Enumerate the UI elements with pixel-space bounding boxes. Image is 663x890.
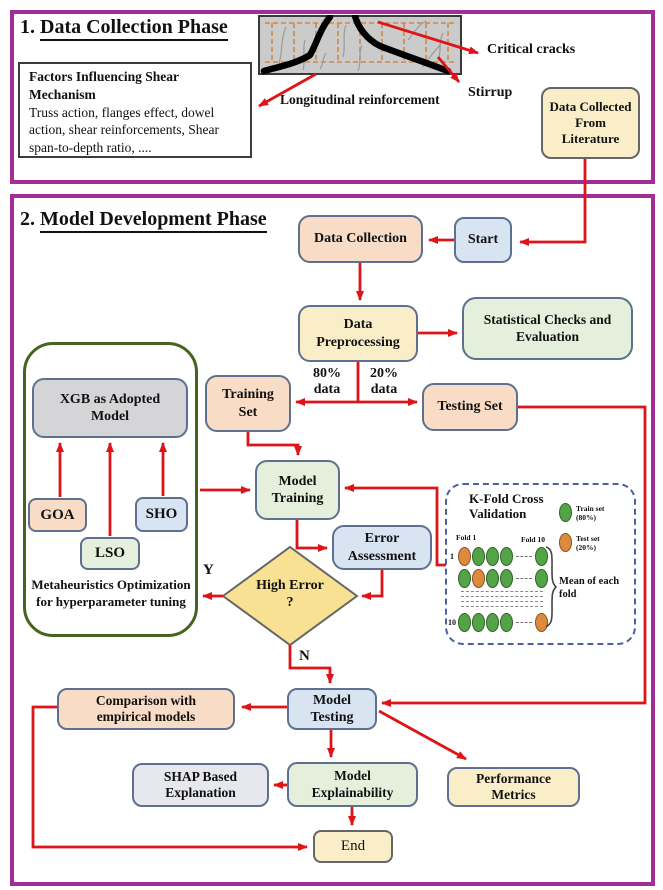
train-set-oval-icon	[500, 547, 513, 566]
train-set-oval-icon	[486, 547, 499, 566]
kfold-row1-index: 1	[450, 552, 454, 561]
phase-2-title-number: 2.	[20, 208, 35, 230]
kfold-mean-label: Mean of each fold	[559, 576, 620, 601]
stirrup-label: Stirrup	[468, 85, 513, 100]
kfold-cross-validation-panel	[445, 483, 636, 645]
statistical-checks-node: Statistical Checks and Evaluation	[462, 297, 633, 360]
train-set-oval-icon	[500, 569, 513, 588]
factors-heading: Factors Influencing Shear Mechanism	[29, 69, 179, 102]
data-collection-node: Data Collection	[298, 215, 423, 263]
goa-node: GOA	[28, 498, 87, 532]
phase-2-title-text: Model Development Phase	[40, 208, 267, 233]
train-set-oval-icon	[472, 613, 485, 632]
train-set-oval-icon	[486, 613, 499, 632]
fold-gap-dashes	[516, 622, 532, 623]
metaheuristics-caption: Metaheuristics Optimization for hyperparameter tuning	[31, 577, 191, 609]
kfold-row-1	[458, 547, 548, 566]
test-set-oval-icon	[472, 569, 485, 588]
kfold-legend-test	[559, 533, 618, 552]
xgb-node: XGB as Adopted Model	[32, 378, 188, 438]
kfold-row10-index: 10	[448, 618, 456, 627]
kfold-ellipsis-line	[461, 601, 543, 602]
longitudinal-reinforcement-label: Longitudinal reinforcement	[280, 92, 440, 107]
phase-1-title-text: Data Collection Phase	[40, 16, 228, 41]
kfold-legend-test-label: Test set (20%)	[576, 533, 600, 552]
model-training-node: Model Training	[255, 460, 340, 520]
split-80-label: 80% data	[313, 366, 341, 398]
train-set-oval-icon	[472, 547, 485, 566]
error-assessment-node: Error Assessment	[332, 525, 432, 570]
fold-gap-dashes	[516, 578, 532, 579]
train-set-oval-icon	[500, 613, 513, 632]
kfold-title: K-Fold Cross Validation	[469, 491, 544, 521]
train-set-oval-icon	[559, 503, 572, 522]
data-preprocessing-node: Data Preprocessing	[298, 305, 418, 362]
factors-influencing-shear-box	[18, 62, 252, 158]
factors-body: Truss action, flanges effect, dowel action, shear reinforcements, Shear span-to-depth ratio, ....	[29, 104, 220, 156]
brace-icon	[543, 545, 557, 629]
data-collected-from-literature-node: Data Collected From Literature	[541, 87, 640, 159]
high-error-decision-label: High Error ?	[256, 578, 324, 610]
testing-set-node: Testing Set	[422, 383, 518, 431]
model-testing-node: Model Testing	[287, 688, 377, 730]
kfold-ellipsis-line	[461, 606, 543, 607]
branch-no-label: N	[299, 648, 310, 664]
split-20-label: 20% data	[370, 366, 398, 398]
kfold-ellipsis-line	[461, 596, 543, 597]
kfold-legend-train	[559, 503, 618, 522]
end-node: End	[313, 830, 393, 863]
train-set-oval-icon	[458, 569, 471, 588]
comparison-empirical-node: Comparison with empirical models	[57, 688, 235, 730]
shap-explanation-node: SHAP Based Explanation	[132, 763, 269, 807]
test-set-oval-icon	[458, 547, 471, 566]
model-explainability-node: Model Explainability	[287, 762, 418, 807]
kfold-ellipsis-line	[461, 591, 543, 592]
train-set-oval-icon	[486, 569, 499, 588]
start-node: Start	[454, 217, 512, 263]
sho-node: SHO	[135, 497, 188, 532]
test-set-oval-icon	[559, 533, 572, 552]
kfold-legend-train-label: Train set (80%)	[576, 503, 605, 522]
kfold-row-10	[458, 613, 548, 632]
fold-10-label: Fold 10	[521, 535, 545, 544]
performance-metrics-node: Performance Metrics	[447, 767, 580, 807]
phase-1-title-number: 1.	[20, 16, 35, 38]
fold-gap-dashes	[516, 556, 532, 557]
training-set-node: Training Set	[205, 375, 291, 432]
train-set-oval-icon	[458, 613, 471, 632]
kfold-row-2	[458, 569, 548, 588]
critical-cracks-label: Critical cracks	[487, 42, 576, 57]
branch-yes-label: Y	[203, 562, 214, 578]
fold-1-label: Fold 1	[456, 533, 477, 542]
lso-node: LSO	[80, 537, 140, 570]
